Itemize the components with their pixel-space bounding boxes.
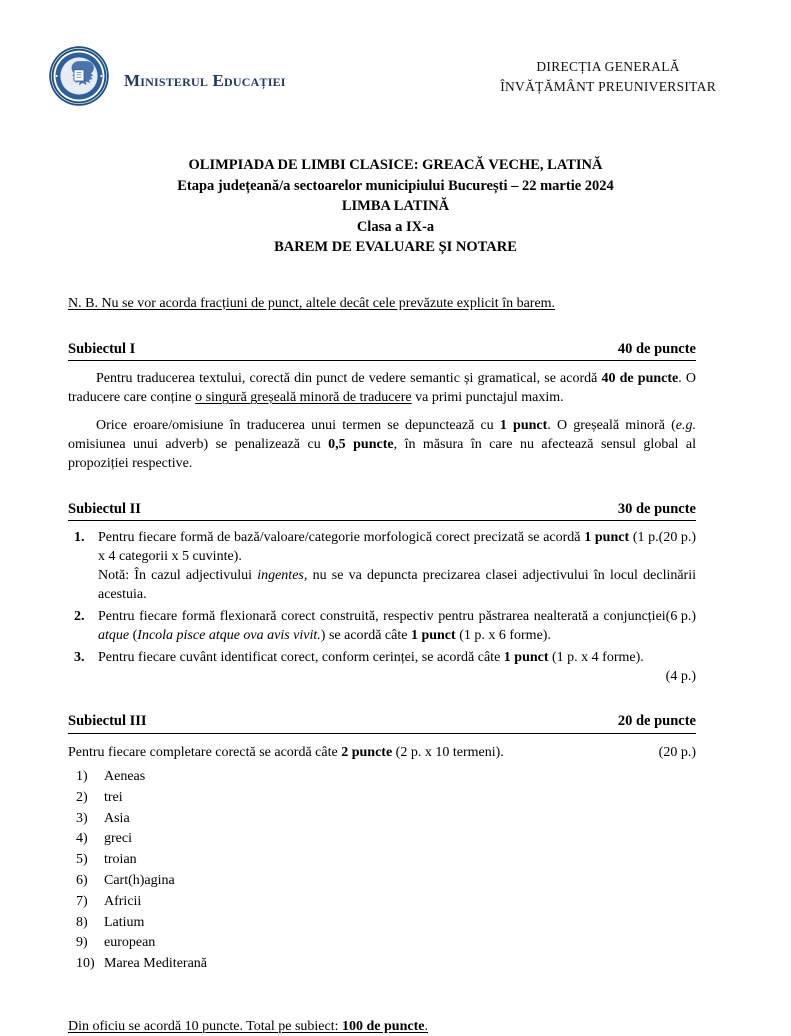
item2-c: ) se acordă câte [320, 627, 411, 643]
list-item: troian [104, 852, 137, 868]
item2-bold: 1 punct [410, 627, 456, 643]
item1-note-b: nu se va depuncta precizarea clasei adjectivului în locul declinării acestuia. [98, 568, 696, 603]
section-points-1: 40 de puncte [617, 340, 696, 357]
item2-italic-1: atque [98, 627, 130, 643]
government-seal-icon [48, 45, 110, 107]
subject3-lead-bold: 2 puncte [341, 745, 393, 761]
title-subject: LIMBA LATINĂ [341, 198, 450, 215]
subject1-paragraph-2 [68, 417, 696, 474]
document-header [0, 0, 791, 107]
title-stage: Etapa județeană/a sectoarelor municipiului București – 22 martie 2024 [177, 177, 614, 194]
item1-bold: 1 punct [584, 530, 630, 546]
list-item: greci [104, 831, 132, 847]
item3-b: (1 p. x 4 forme). [548, 649, 644, 665]
item1-note-italic: ingentes, [257, 568, 308, 584]
closing-a: Din oficiu se acordă 10 puncte. Total pe subiect: [68, 1018, 343, 1034]
section-points-2: 30 de puncte [617, 500, 696, 517]
item2-a: Pentru fiecare formă flexionară corect construită, respectiv pentru păstrarea nealterată a conjuncției [98, 608, 666, 624]
subject3-lead-b: (2 p. x 10 termeni). [392, 745, 504, 761]
list-item: Aeneas [104, 768, 146, 784]
subject3-lead-a: Pentru fiecare completare corectă se acordă câte [68, 745, 342, 761]
item3-bold: 1 punct [503, 649, 549, 665]
closing-bold: 100 de puncte [342, 1018, 425, 1034]
closing-wrapper [68, 996, 696, 1036]
item3-points: (4 p.) [665, 668, 696, 684]
s1p1-a: Pentru traducerea textului, corectă din punct de vedere semantic și gramatical, se acordă [96, 371, 602, 387]
list-item: trei [104, 789, 123, 805]
title-olympiad: OLIMPIADA DE LIMBI CLASICE: GREACĂ VECHE, LATINĂ [188, 157, 603, 173]
subject1-paragraph-1 [68, 370, 696, 408]
list-item: Africii [104, 893, 142, 909]
subject3-lead [68, 744, 696, 763]
department-line-1: DIRECȚIA GENERALĂ [536, 59, 680, 74]
item2-italic-2: Incola pisce atque ova avis vivit. [137, 627, 321, 643]
list-item: Cart(h)agina [104, 873, 175, 888]
list-item: Asia [104, 810, 130, 826]
item1-note [98, 567, 696, 605]
list-item: Latium [104, 914, 145, 930]
subject3-lead-points: (20 p.) [658, 745, 696, 761]
subject2-item-list [68, 529, 696, 686]
item1-points: (20 p.) [658, 530, 696, 546]
s1p2-d: , în măsura în care nu afectează sensul global al propoziției respective. [68, 437, 696, 471]
section-header-subiectul-3 [68, 712, 696, 734]
item2-points: (6 p.) [665, 608, 696, 624]
s1p1-b: . O traducere care conține [68, 371, 696, 406]
ministry-branding [48, 45, 286, 107]
section-header-subiectul-2 [68, 500, 696, 522]
section-points-3: 20 de puncte [617, 713, 696, 730]
title-doc-type: BAREM DE EVALUARE ȘI NOTARE [274, 239, 517, 256]
list-item: Marea Mediterană [104, 956, 207, 972]
document-body [0, 295, 791, 1036]
s1p1-points: 40 de puncte [601, 371, 679, 387]
ministry-name: Ministerul Educației [124, 71, 286, 90]
item1-a: Pentru fiecare formă de bază/valoare/categorie morfologică corect precizată se acordă [98, 530, 585, 546]
s1p2-italic: e.g. [675, 418, 696, 434]
item2-d: (1 p. x 6 forme). [455, 627, 551, 643]
item3-a: Pentru fiecare cuvânt identificat corect, conform cerinței, se acordă câte [98, 649, 504, 665]
s1p1-c: va primi punctajul maxim. [411, 390, 564, 406]
list-item [98, 608, 696, 646]
item1-note-a: Notă: În cazul adjectivului [98, 568, 258, 584]
closing-b: . [424, 1018, 428, 1034]
nota-bene-text: N. B. Nu se vor acorda fracțiuni de punct, altele decât cele prevăzute explicit în barem. [68, 295, 556, 311]
s1p2-a: Orice eroare/omisiune în traducerea unui termen se depunctează cu [96, 418, 500, 434]
list-item [98, 529, 696, 605]
s1p2-c: omisiunea unui adverb) se penalizează cu [68, 437, 329, 453]
s1p2-bold-2: 0,5 puncte [328, 437, 394, 453]
section-label-2: Subiectul II [68, 500, 141, 517]
department-heading [500, 45, 716, 96]
document-title-block [0, 155, 791, 258]
section-label-3: Subiectul III [68, 713, 147, 730]
list-item [98, 649, 696, 687]
closing-total-line [68, 1018, 428, 1036]
item1-b: (1 p. x 4 categorii x 5 cuvinte). [98, 530, 659, 565]
s1p1-underlined: o singură greșeală minoră de traducere [195, 390, 412, 406]
subject3-answer-list [68, 767, 696, 974]
s1p2-bold-1: 1 punct [499, 418, 548, 434]
department-line-2: ÎNVĂȚĂMÂNT PREUNIVERSITAR [500, 78, 716, 94]
list-item: european [104, 935, 156, 951]
section-header-subiectul-1 [68, 340, 696, 362]
s1p2-b: . O greșeală minoră ( [547, 418, 676, 434]
section-label-1: Subiectul I [68, 340, 136, 357]
title-grade: Clasa a IX-a [356, 218, 435, 235]
item2-b: ( [129, 627, 138, 643]
